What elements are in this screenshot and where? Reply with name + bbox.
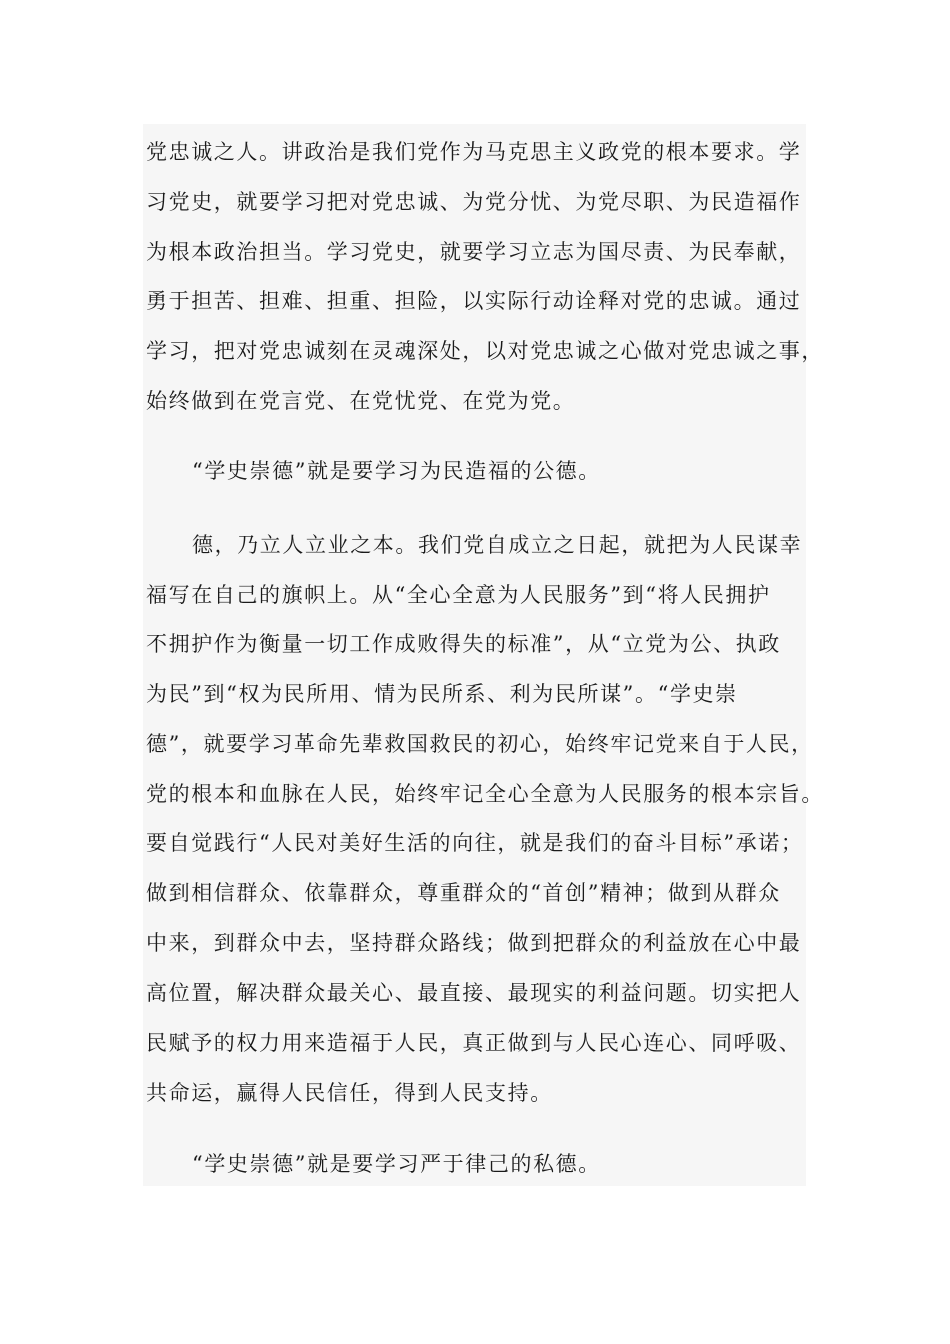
- paragraph-1-line: 习党史，就要学习把对党忠诚、为党分忧、为党尽职、为民造福作: [146, 190, 802, 214]
- section-heading-private-virtue: “学史崇德”就是要学习严于律己的私德。: [192, 1152, 601, 1176]
- paragraph-2-line: 中来，到群众中去，坚持群众路线；做到把群众的利益放在心中最: [146, 931, 802, 955]
- paragraph-1-line: 党忠诚之人。讲政治是我们党作为马克思主义政党的根本要求。学: [146, 140, 802, 164]
- paragraph-2-line: 党的根本和血脉在人民，始终牢记全心全意为人民服务的根本宗旨。: [146, 782, 824, 806]
- paragraph-2-line: 德”，就要学习革命先辈救国救民的初心，始终牢记党来自于人民，: [146, 732, 814, 756]
- section-heading-public-virtue: “学史崇德”就是要学习为民造福的公德。: [192, 459, 601, 483]
- paragraph-1-line: 为根本政治担当。学习党史，就要学习立志为国尽责、为民奉献，: [146, 240, 802, 264]
- paragraph-2-line: 做到相信群众、依靠群众，尊重群众的“首创”精神；做到从群众: [146, 881, 781, 905]
- paragraph-2-line: 共命运，赢得人民信任，得到人民支持。: [146, 1081, 553, 1105]
- paragraph-2-line: 高位置，解决群众最关心、最直接、最现实的利益问题。切实把人: [146, 981, 802, 1005]
- paragraph-1-line: 勇于担苦、担难、担重、担险，以实际行动诠释对党的忠诚。通过: [146, 289, 802, 313]
- paragraph-1-line: 学习，把对党忠诚刻在灵魂深处，以对党忠诚之心做对党忠诚之事，: [146, 339, 824, 363]
- paragraph-2-line: 不拥护作为衡量一切工作成败得失的标准”，从“立党为公、执政: [146, 632, 781, 656]
- paragraph-2-line: 德，乃立人立业之本。我们党自成立之日起，就把为人民谋幸: [192, 533, 803, 557]
- paragraph-2-line: 为民”到“权为民所用、情为民所系、利为民所谋”。“学史崇: [146, 682, 738, 706]
- paragraph-2-line: 民赋予的权力用来造福于人民，真正做到与人民心连心、同呼吸、: [146, 1031, 802, 1055]
- paragraph-2-line: 要自觉践行“人民对美好生活的向往，就是我们的奋斗目标”承诺；: [146, 831, 804, 855]
- paragraph-2-line: 福写在自己的旗帜上。从“全心全意为人民服务”到“将人民拥护: [146, 583, 771, 607]
- paragraph-1-line: 始终做到在党言党、在党忧党、在党为党。: [146, 389, 576, 413]
